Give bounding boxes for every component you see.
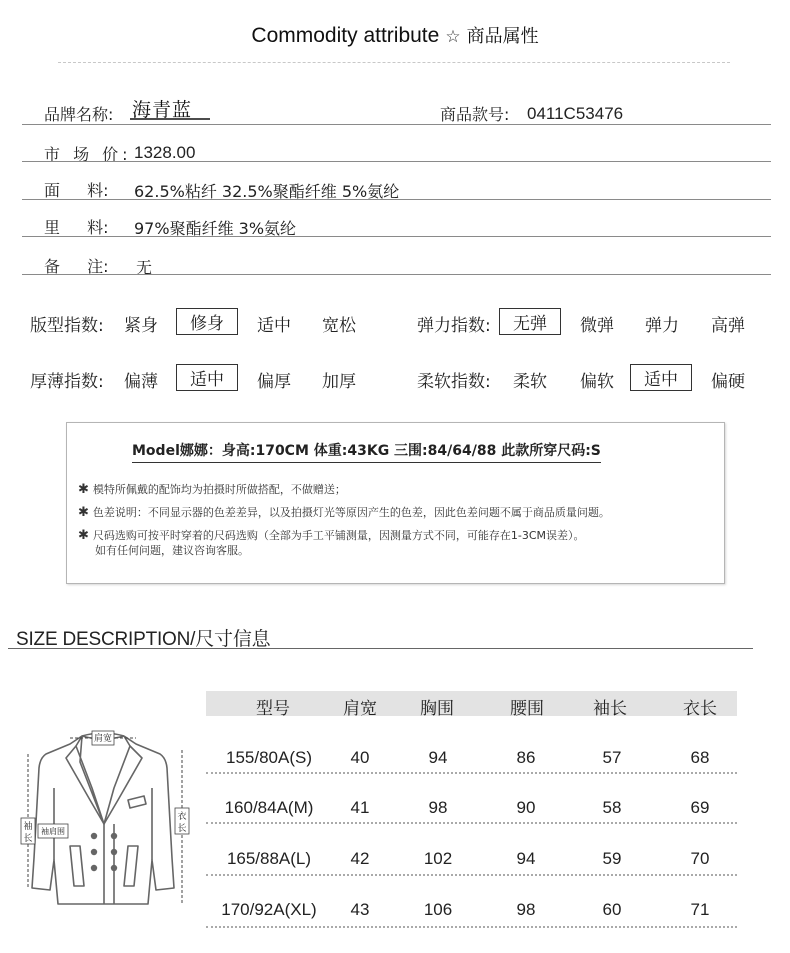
- col-header-length: 衣长: [683, 699, 717, 719]
- row-divider: [22, 236, 771, 237]
- col-header-waist: 腰围: [510, 699, 544, 719]
- garment-length-label-2: 长: [177, 824, 187, 834]
- table-cell: 70: [690, 849, 710, 868]
- asterisk-icon: ✱: [78, 528, 89, 543]
- table-cell: 42: [350, 849, 370, 868]
- thickness-index-label: 厚薄指数:: [30, 372, 104, 392]
- fit-option-loose: 宽松: [322, 316, 356, 336]
- row-divider: [206, 772, 737, 774]
- remark-value: 无: [136, 258, 153, 277]
- elastic-index-label: 弹力指数:: [417, 316, 491, 336]
- table-cell: 106: [423, 900, 453, 919]
- elastic-option-elastic: 弹力: [645, 316, 679, 336]
- softness-option-soft: 柔软: [513, 372, 547, 392]
- sleeve-length-label-2: 长: [23, 834, 33, 844]
- svg-text:海青蓝: 海青蓝: [132, 99, 193, 121]
- row-divider: [22, 274, 771, 275]
- asterisk-icon: ✱: [78, 505, 89, 520]
- thickness-option-thin: 偏薄: [124, 372, 158, 392]
- col-header-chest: 胸围: [420, 699, 454, 719]
- fit-option-slim-selected: 修身: [176, 308, 238, 335]
- col-header-size: 型号: [256, 699, 290, 719]
- row-divider: [206, 874, 737, 876]
- table-cell: 102: [423, 849, 453, 868]
- thickness-option-thick: 偏厚: [257, 372, 291, 392]
- garment-length-label-1: 衣: [177, 812, 187, 822]
- note-sizing: ✱ 尺码选购可按平时穿着的尺码选购（全部为手工平铺测量，因测量方式不同，可能存在1-3CM误差）。: [78, 528, 585, 543]
- row-divider: [22, 124, 771, 125]
- table-cell: 71: [690, 900, 710, 919]
- title-en: Commodity attribute: [251, 24, 440, 47]
- size-title-divider: [8, 648, 753, 649]
- table-cell-size: 165/88A(L): [226, 849, 312, 868]
- row-divider: [22, 161, 771, 162]
- table-cell: 57: [602, 748, 622, 767]
- note-contact: 如有任何问题，建议咨询客服。: [95, 544, 249, 557]
- lining-label: 里 料:: [44, 218, 109, 237]
- thickness-option-medium-selected: 适中: [176, 364, 238, 391]
- sleeve-length-label-1: 袖: [23, 822, 33, 832]
- row-divider: [22, 199, 771, 200]
- table-cell: 58: [602, 798, 622, 817]
- fabric-value: 62.5%粘纤 32.5%聚酯纤维 5%氨纶: [134, 182, 400, 201]
- star-icon: ☆: [445, 27, 461, 47]
- table-cell: 94: [516, 849, 536, 868]
- table-cell: 40: [350, 748, 370, 767]
- style-no-value: 0411C53476: [527, 104, 624, 123]
- brand-logo: [130, 96, 210, 124]
- thickness-option-extra-thick: 加厚: [322, 372, 356, 392]
- note-color: ✱ 色差说明：不同显示器的色差差异，以及拍摄灯光等原因产生的色差，因此色差问题不属于商品质量问题。: [78, 505, 610, 520]
- lining-value: 97%聚酯纤维 3%氨纶: [134, 219, 297, 238]
- table-cell: 98: [516, 900, 536, 919]
- row-divider: [206, 822, 737, 824]
- remark-label: 备 注:: [44, 257, 109, 276]
- table-cell: 69: [690, 798, 710, 817]
- fit-index-label: 版型指数:: [30, 316, 104, 336]
- size-section-title: SIZE DESCRIPTION/尺寸信息: [16, 629, 271, 650]
- table-cell: 90: [516, 798, 536, 817]
- table-cell: 60: [602, 900, 622, 919]
- table-cell: 43: [350, 900, 370, 919]
- fit-option-regular: 适中: [257, 316, 291, 336]
- col-header-shoulder: 肩宽: [343, 699, 377, 719]
- table-cell: 86: [516, 748, 536, 767]
- table-cell: 94: [428, 748, 448, 767]
- price-value: 1328.00: [134, 143, 196, 162]
- title-cn: 商品属性: [466, 26, 539, 47]
- softness-option-softish: 偏软: [580, 372, 614, 392]
- col-header-sleeve: 袖长: [593, 699, 627, 719]
- table-cell: 98: [428, 798, 448, 817]
- jacket-size-diagram: [18, 728, 193, 913]
- softness-option-hard: 偏硬: [711, 372, 745, 392]
- table-cell-size: 170/92A(XL): [221, 900, 317, 919]
- table-cell: 68: [690, 748, 710, 767]
- brand-label: 品牌名称:: [44, 105, 114, 124]
- table-cell-size: 155/80A(S): [226, 748, 312, 767]
- softness-option-medium-selected: 适中: [630, 364, 692, 391]
- shoulder-width-label: 肩宽: [93, 734, 113, 744]
- style-no-label: 商品款号:: [440, 105, 510, 124]
- header-divider: [58, 62, 730, 63]
- model-measurements: Model娜娜：身高:170CM 体重:43KG 三围:84/64/88 此款所穿尺码:S: [132, 440, 601, 463]
- chest-label: 袖肩围: [41, 827, 65, 836]
- table-cell: 59: [602, 849, 622, 868]
- softness-index-label: 柔软指数:: [417, 372, 491, 392]
- asterisk-icon: ✱: [78, 482, 89, 497]
- section-title-commodity-attribute: [0, 22, 790, 48]
- row-divider: [206, 926, 737, 928]
- table-cell-size: 160/84A(M): [224, 798, 314, 817]
- price-label: 市 场 价:: [44, 145, 132, 164]
- fabric-label: 面 料:: [44, 181, 109, 200]
- fit-option-tight: 紧身: [124, 316, 158, 336]
- elastic-option-high: 高弹: [711, 316, 745, 336]
- note-accessories: ✱ 模特所佩戴的配饰均为拍摄时所做搭配，不做赠送；: [78, 482, 346, 497]
- elastic-option-slight: 微弹: [580, 316, 614, 336]
- elastic-option-none-selected: 无弹: [499, 308, 561, 335]
- table-cell: 41: [350, 798, 370, 817]
